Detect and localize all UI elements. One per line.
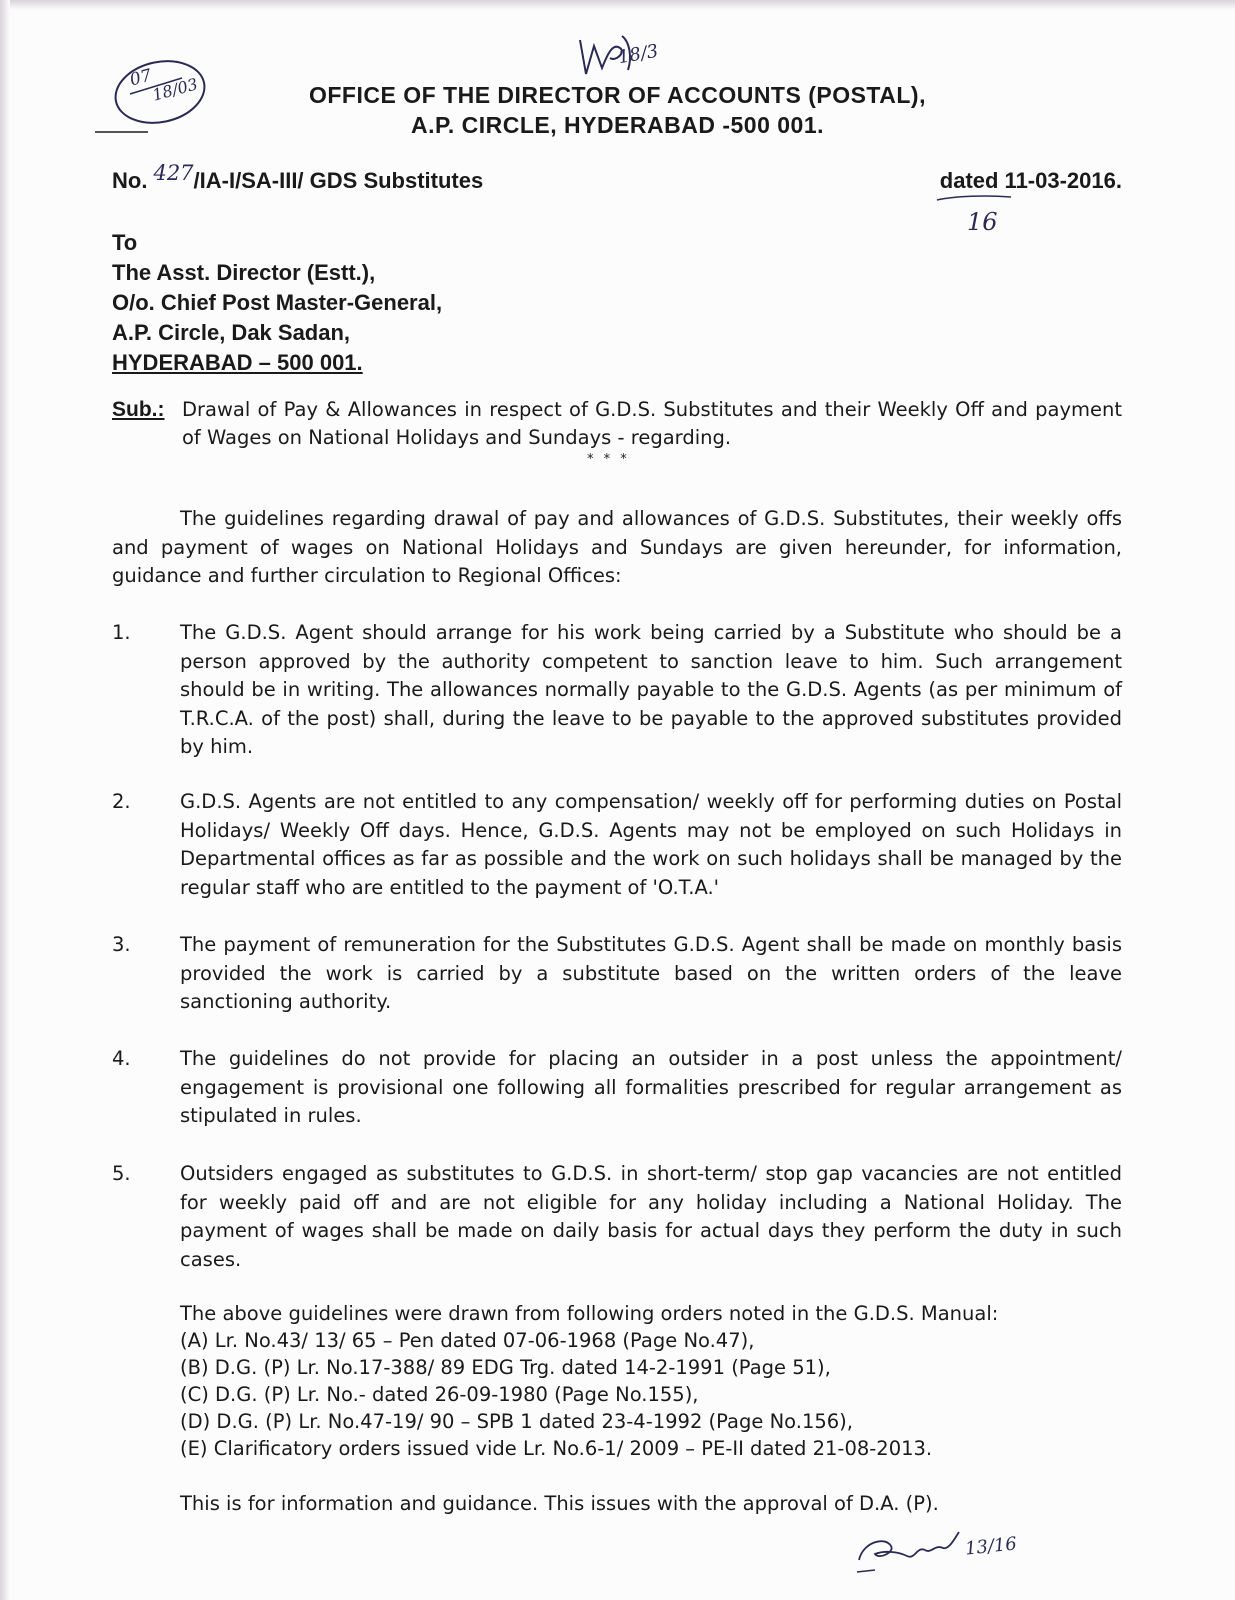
date-annotation: 16 — [967, 208, 998, 236]
initials-date: 18/3 — [616, 40, 660, 69]
addressee-designation: The Asst. Director (Estt.), — [112, 260, 376, 285]
addressee-office: O/o. Chief Post Master-General, — [112, 290, 443, 315]
subject-separator: * * * — [587, 452, 630, 467]
closing-line: This is for information and guidance. This issues with the approval of D.A. (P). — [180, 1492, 939, 1515]
handwritten-number: 427 — [153, 161, 194, 185]
addressee-block — [112, 228, 442, 378]
item-text: The payment of remuneration for the Substitutes G.D.S. Agent shall be made on monthly basis provided the work is carried by a substitute based on the written orders of the leave sanctioning authority. — [180, 933, 1122, 1013]
number-suffix: /IA-I/SA-III/ GDS Substitutes — [193, 168, 484, 193]
references-intro: The above guidelines were drawn from following orders noted in the G.D.S. Manual: — [180, 1302, 999, 1325]
reference-item: (A) Lr. No.43/ 13/ 65 – Pen dated 07-06-1968 (Page No.47), — [180, 1329, 755, 1352]
item-text: G.D.S. Agents are not entitled to any compensation/ weekly off for performing duties on Postal Holidays/ Weekly Off days. Hence, G.D.S. Agents may not be employed on such Holidays in Departmental offices as far as possible and the work on such holidays shall be managed by the regular staff who are entitled to the payment of 'O.T.A.' — [180, 790, 1122, 899]
reference-item: (C) D.G. (P) Lr. No.- dated 26-09-1980 (Page No.155), — [180, 1383, 699, 1406]
office-header — [0, 80, 1235, 140]
reference-item: (D) D.G. (P) Lr. No.47-19/ 90 – SPB 1 dated 23-4-1992 (Page No.156), — [180, 1410, 853, 1433]
reference-item: (B) D.G. (P) Lr. No.17-388/ 89 EDG Trg. dated 14-2-1991 (Page 51), — [180, 1356, 831, 1379]
intro-paragraph: The guidelines regarding drawal of pay and allowances of G.D.S. Substitutes, their weekly offs and payment of wages on National Holidays and Sundays are given hereunder, for information, guidance and further circulation to Regional Offices: — [112, 507, 1122, 587]
subject-label: Sub.: — [112, 398, 165, 421]
to-label: To — [112, 230, 138, 255]
subject-text: Drawal of Pay & Allowances in respect of G.D.S. Substitutes and their Weekly Off and payment of Wages on National Holidays and Sundays - regarding. — [182, 398, 1122, 449]
item-text: Outsiders engaged as substitutes to G.D.S. in short-term/ stop gap vacancies are not entitled for weekly paid off and are not eligible for any holiday including a National Holiday. The payment of wages shall be made on daily basis for actual days they perform the duty in such cases. — [180, 1162, 1122, 1271]
letter-date: dated 11-03-2016. — [939, 168, 1122, 193]
stamp-number: 07 — [127, 65, 154, 91]
item-number: 1. — [112, 621, 131, 644]
item-text: The guidelines do not provide for placing an outsider in a post unless the appointment/ engagement is provisional one following all formalities prescribed for regular arrangement as stipulated in rules. — [180, 1047, 1122, 1127]
references-block — [180, 1300, 1122, 1462]
office-address: A.P. CIRCLE, HYDERABAD -500 001. — [410, 112, 825, 138]
date-annotation-stroke — [935, 192, 1015, 204]
item-text: The G.D.S. Agent should arrange for his work being carried by a Substitute who should be a person approved by the authority competent to sanction leave to him. Such arrangement should be in writing. The allowances normally payable to the G.D.S. Agents (as per minimum of T.R.C.A. of the post) shall, during the leave to be payable to the approved substitutes provided by him. — [180, 621, 1122, 758]
item-number: 2. — [112, 790, 131, 813]
office-name: OFFICE OF THE DIRECTOR OF ACCOUNTS (POSTAL), — [308, 82, 926, 108]
item-number: 5. — [112, 1162, 131, 1185]
addressee-building: A.P. Circle, Dak Sadan, — [112, 320, 351, 345]
number-label: No. — [112, 168, 148, 193]
stamp-date: 18/03 — [150, 74, 200, 105]
letter-number — [112, 161, 484, 194]
item-number: 3. — [112, 933, 131, 956]
item-number: 4. — [112, 1047, 131, 1070]
scan-shadow-top — [0, 0, 1235, 10]
signature-date: 13/16 — [964, 1533, 1018, 1560]
scan-shadow-left — [0, 0, 10, 1600]
addressee-city: HYDERABAD – 500 001. — [112, 350, 363, 375]
reference-item: (E) Clarificatory orders issued vide Lr. No.6-1/ 2009 – PE-II dated 21-08-2013. — [180, 1437, 933, 1460]
